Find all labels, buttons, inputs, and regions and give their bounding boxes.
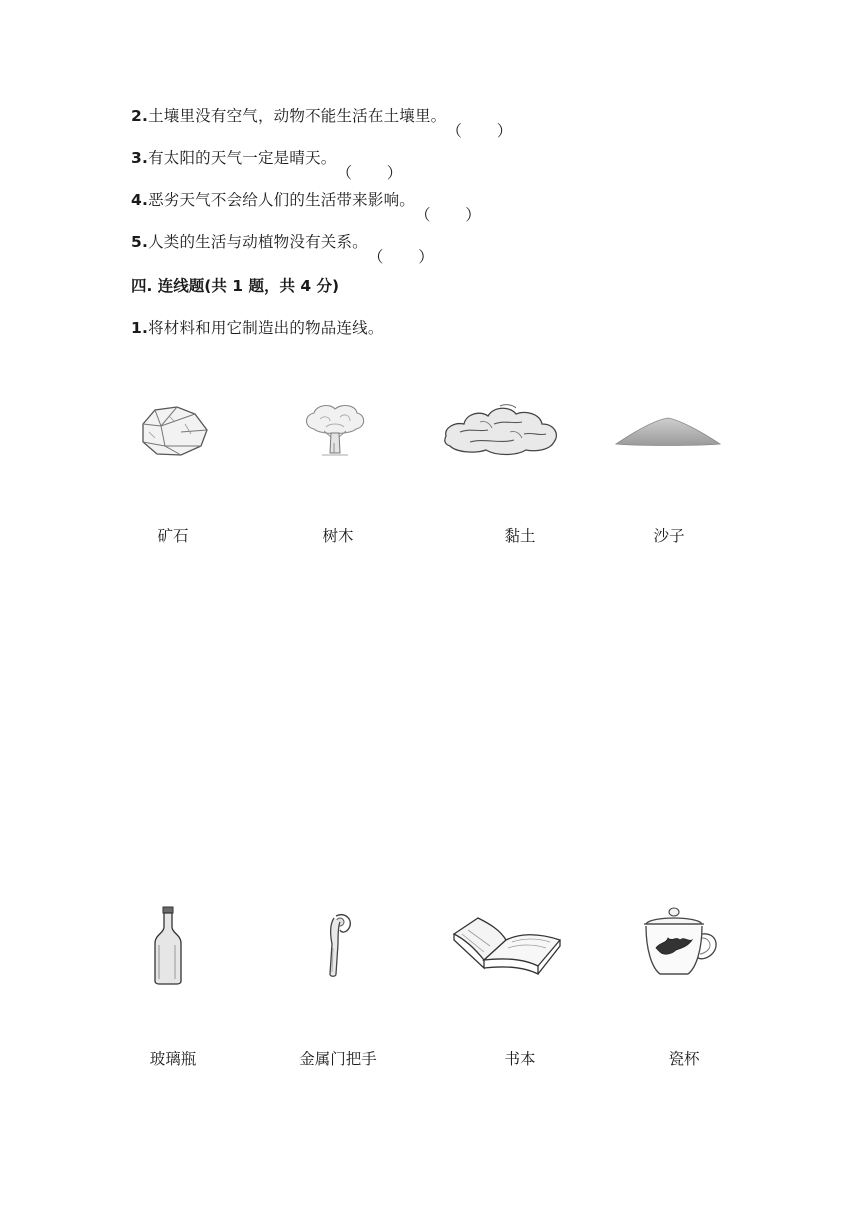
product-label-glass-bottle: 玻璃瓶	[149, 1050, 197, 1068]
question-number: 4.	[131, 191, 149, 209]
question-text: 人类的生活与动植物没有关系。	[148, 233, 368, 251]
question-text: 有太阳的天气一定是晴天。	[148, 149, 337, 167]
ore-rock-icon	[135, 402, 213, 460]
question-text: 土壤里没有空气，动物不能生活在土壤里。	[148, 107, 447, 125]
question-5: 5.人类的生活与动植物没有关系。 （ ）	[131, 233, 434, 266]
material-label-clay: 黏土	[504, 527, 536, 545]
product-label-book: 书本	[504, 1050, 536, 1068]
question-number: 5.	[131, 233, 149, 251]
product-label-door-handle: 金属门把手	[299, 1050, 377, 1068]
question-4: 4.恶劣天气不会给人们的生活带来影响。 （ ）	[131, 191, 481, 224]
question-2: 2.土壤里没有空气，动物不能生活在土壤里。 （ ）	[131, 107, 513, 140]
section-title: 四. 连线题(共 1 题，共 4 分)	[131, 277, 340, 295]
porcelain-cup-icon	[638, 906, 720, 982]
glass-bottle-icon	[151, 905, 185, 985]
task-instruction	[131, 318, 384, 338]
clay-icon	[440, 402, 562, 464]
sand-pile-icon	[614, 414, 722, 450]
tree-icon	[300, 403, 370, 461]
question-text: 恶劣天气不会给人们的生活带来影响。	[148, 191, 415, 209]
material-label-ore: 矿石	[157, 527, 189, 545]
task-text: 将材料和用它制造出的物品连线。	[148, 319, 384, 337]
question-number: 2.	[131, 107, 149, 125]
question-3: 3.有太阳的天气一定是晴天。 （ ）	[131, 149, 403, 182]
book-icon	[450, 910, 566, 982]
material-label-tree: 树木	[322, 527, 354, 545]
metal-door-handle-icon	[318, 910, 358, 980]
task-number: 1.	[131, 319, 149, 337]
product-label-porcelain-cup: 瓷杯	[668, 1050, 700, 1068]
question-number: 3.	[131, 149, 149, 167]
material-label-sand: 沙子	[653, 527, 685, 545]
